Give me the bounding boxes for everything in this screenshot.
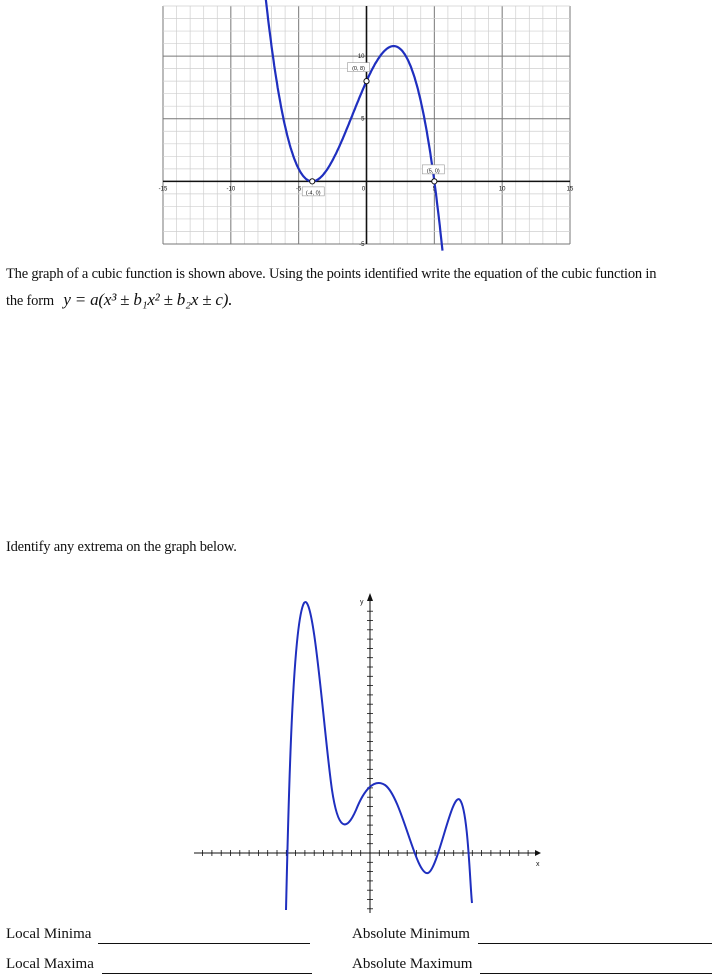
absolute-maximum-label: Absolute Maximum <box>352 956 473 972</box>
local-minima-answer-line[interactable] <box>98 943 310 944</box>
y-tick-label: 10 <box>357 54 365 61</box>
extrema-graph <box>180 585 560 920</box>
point-marker <box>310 179 315 184</box>
y-axis-arrow-icon <box>367 593 373 601</box>
extrema-question: Identify any extrema on the graph below. <box>6 539 237 555</box>
labeled-points <box>302 63 444 197</box>
local-minima-label: Local Minima <box>6 926 92 942</box>
absolute-minimum-label: Absolute Minimum <box>352 926 470 942</box>
problem-text-line1: The graph of a cubic function is shown above. Using the points identified write the equation of the cubic function in <box>6 266 657 282</box>
problem-text-line2 <box>6 288 232 313</box>
y-tick-label: -5 <box>359 242 365 248</box>
problem-form-prefix: the form <box>6 293 54 309</box>
x-tick-label: -5 <box>295 186 302 193</box>
x-tick-label: 5 <box>432 186 437 193</box>
cubic-graph <box>0 0 719 262</box>
x-axis-arrow-icon <box>535 850 541 856</box>
absolute-minimum-answer-line[interactable] <box>478 943 712 944</box>
y-tick-label: 5 <box>361 116 365 123</box>
cubic-form-formula: y = a(x³ ± b₁x² ± b₂x ± c). <box>63 290 233 309</box>
x-tick-label: 15 <box>566 186 574 193</box>
x-tick-label: 10 <box>498 186 506 193</box>
cubic-curve <box>265 0 442 251</box>
axes <box>163 6 570 244</box>
local-maxima-answer-line[interactable] <box>102 973 312 974</box>
x-tick-label: 0 <box>361 186 366 193</box>
x-tick-label: -10 <box>226 186 236 193</box>
point-marker <box>432 179 437 184</box>
extrema-curve <box>286 602 472 910</box>
x-axis-label: x <box>536 861 540 868</box>
point-label: (5, 0) <box>426 168 440 175</box>
point-label: (-4, 0) <box>305 190 321 197</box>
point-marker <box>364 79 369 84</box>
y-axis-label: y <box>360 599 364 606</box>
point-label: (0, 8) <box>352 66 365 73</box>
x-tick-label: -15 <box>158 186 168 193</box>
absolute-maximum-answer-line[interactable] <box>480 973 712 974</box>
axes <box>194 593 541 913</box>
local-maxima-label: Local Maxima <box>6 956 94 972</box>
